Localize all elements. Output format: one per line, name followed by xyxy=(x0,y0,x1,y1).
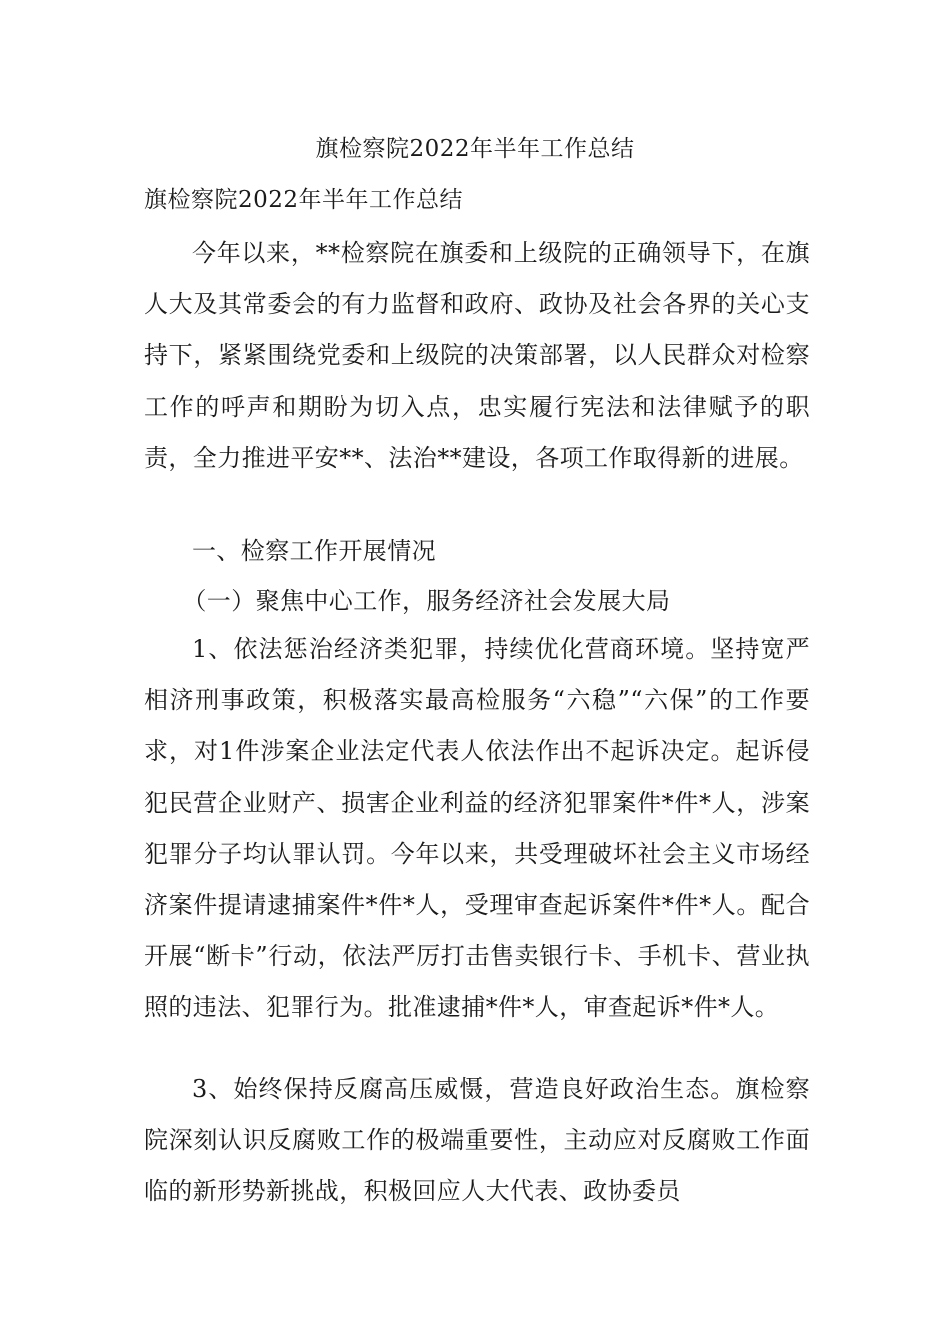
paragraph-item-3: 3、始终保持反腐高压威慑，营造良好政治生态。旗检察院深刻认识反腐败工作的极端重要性，主动应对反腐败工作面临的新形势新挑战，积极回应人大代表、政协委员 xyxy=(144,1075,810,1206)
subsection-heading: （一）聚焦中心工作，服务经济社会发展大局 xyxy=(182,587,671,615)
document-title: 旗检察院2022年半年工作总结 xyxy=(315,136,635,162)
paragraph-intro: 今年以来，**检察院在旗委和上级院的正确领导下，在旗人大及其常委会的有力监督和政府、政协及社会各界的关心支持下，紧紧围绕党委和上级院的决策部署，以人民群众对检察工作的呼声和期盼为切入点，忠实履行宪法和法律赋予的职责，全力推进平安**、法治**建设，各项工作取得新的进展。 xyxy=(144,239,810,472)
document-subtitle: 旗检察院2022年半年工作总结 xyxy=(144,187,464,213)
paragraph-item-1: 1、依法惩治经济类犯罪，持续优化营商环境。坚持宽严相济刑事政策，积极落实最高检服务“六稳”“六保”的工作要求，对1件涉案企业法定代表人依法作出不起诉决定。起诉侵犯民营企业财产、损害企业利益的经济犯罪案件*件*人，涉案犯罪分子均认罪认罚。今年以来，共受理破坏社会主义市场经济案件提请逮捕案件*件*人，受理审查起诉案件*件*人。配合开展“断卡”行动，依法严厉打击售卖银行卡、手机卡、营业执照的违法、犯罪行为。批准逮捕*件*人，审查起诉*件*人。 xyxy=(144,635,810,1022)
section-heading: 一、检察工作开展情况 xyxy=(192,537,436,565)
